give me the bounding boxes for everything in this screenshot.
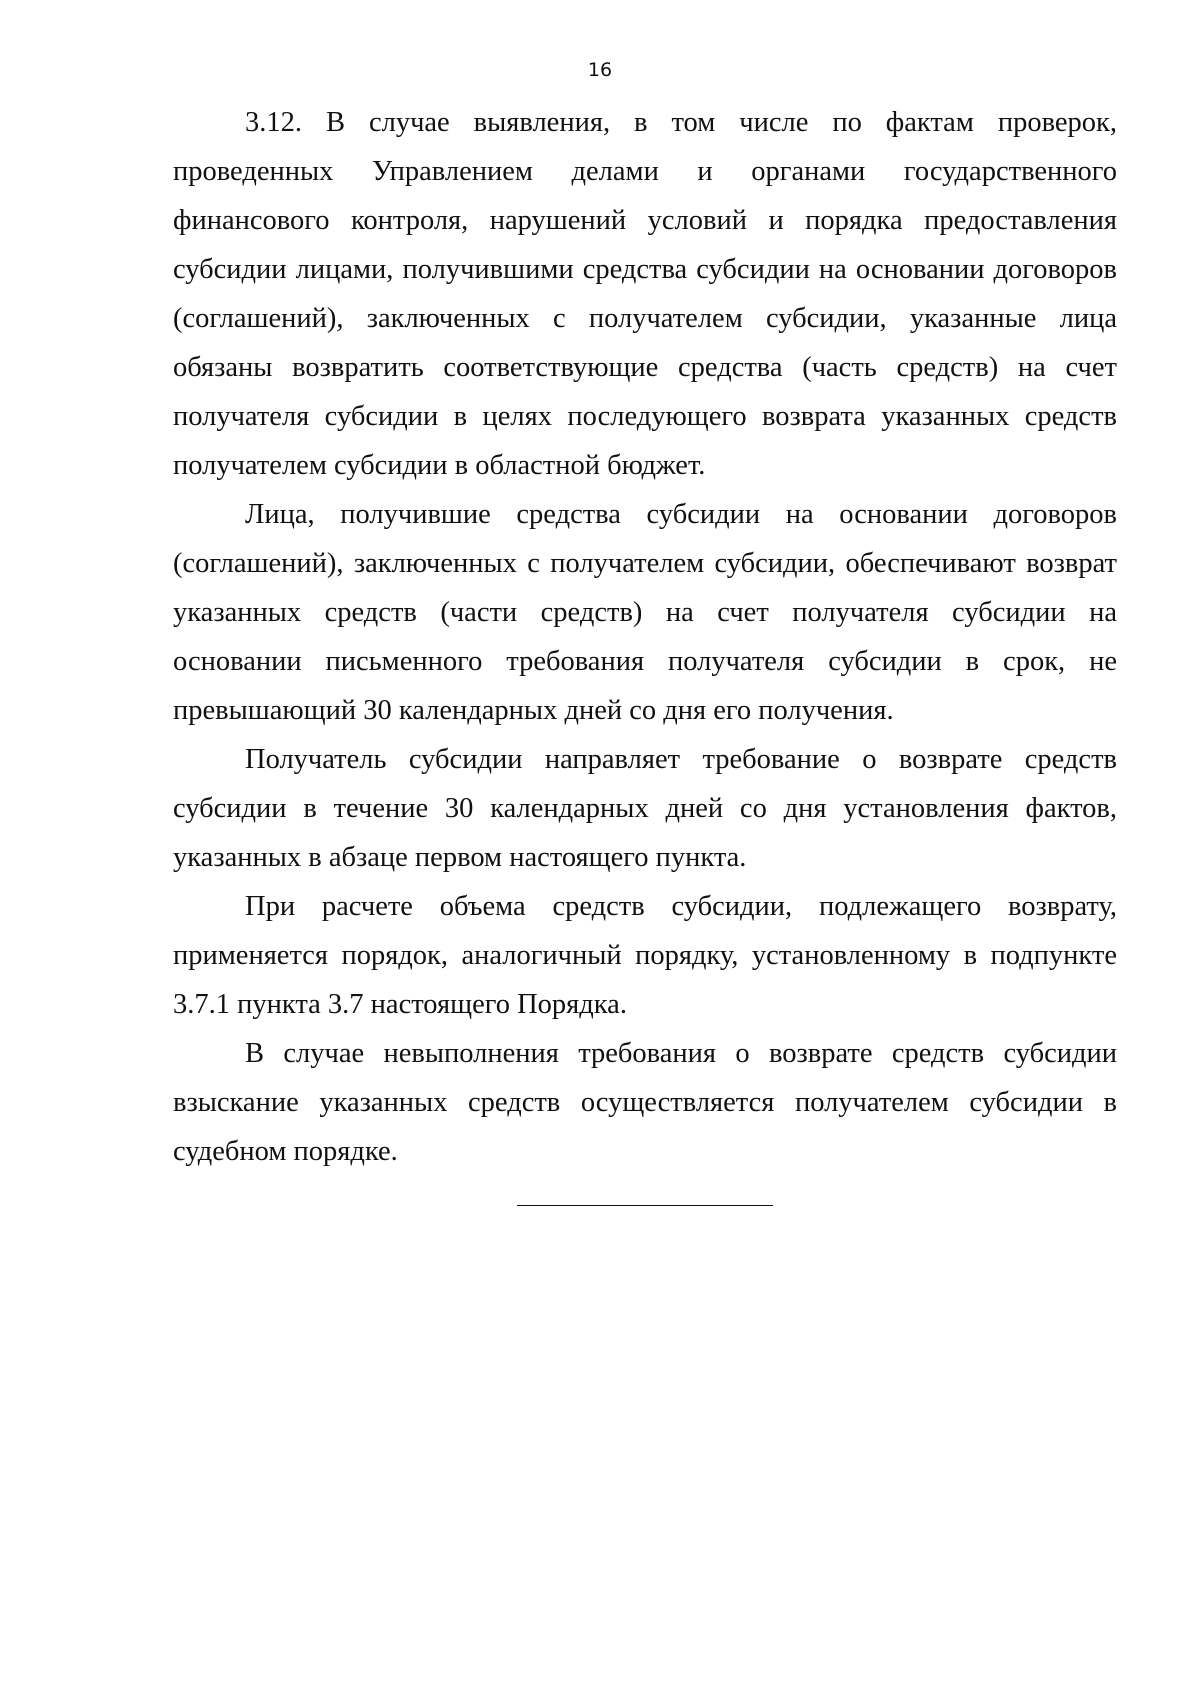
paragraph-3-12: 3.12. В случае выявления, в том числе по фактам проверок, проведенных Управлением делами и органами государственного финансового контроля, нарушений условий и порядка предоставления субсидии лицами, получившими средства субсидии на основании договоров (соглашений), заключенных с получателем субсидии, указанные лица обязаны возвратить соответствующие средства (часть средств) на счет получателя субсидии в целях последующего возврата указанных средств получателем субсидии в областной бюджет. xyxy=(173,107,1117,481)
paragraph-return-request: Получатель субсидии направляет требование о возврате средств субсидии в течение 30 календарных дней со дня установления фактов, указанных в абзаце первом настоящего пункта. xyxy=(173,744,1117,873)
end-of-document-rule xyxy=(517,1205,773,1206)
paragraph-return-obligation: Лица, получившие средства субсидии на основании договоров (соглашений), заключенных с получателем субсидии, обеспечивают возврат указанных средств (части средств) на счет получателя субсидии на основании письменного требования получателя субсидии в срок, не превышающий 30 календарных дней со дня его получения. xyxy=(173,499,1117,726)
paragraph-calculation: При расчете объема средств субсидии, подлежащего возврату, применяется порядок, аналогичный порядку, установленному в подпункте 3.7.1 пункта 3.7 настоящего Порядка. xyxy=(173,891,1117,1020)
page-number: 16 xyxy=(587,59,613,81)
paragraph-judicial-recovery: В случае невыполнения требования о возврате средств субсидии взыскание указанных средств осуществляется получателем субсидии в судебном порядке. xyxy=(173,1038,1117,1167)
document-body xyxy=(173,98,1117,1176)
